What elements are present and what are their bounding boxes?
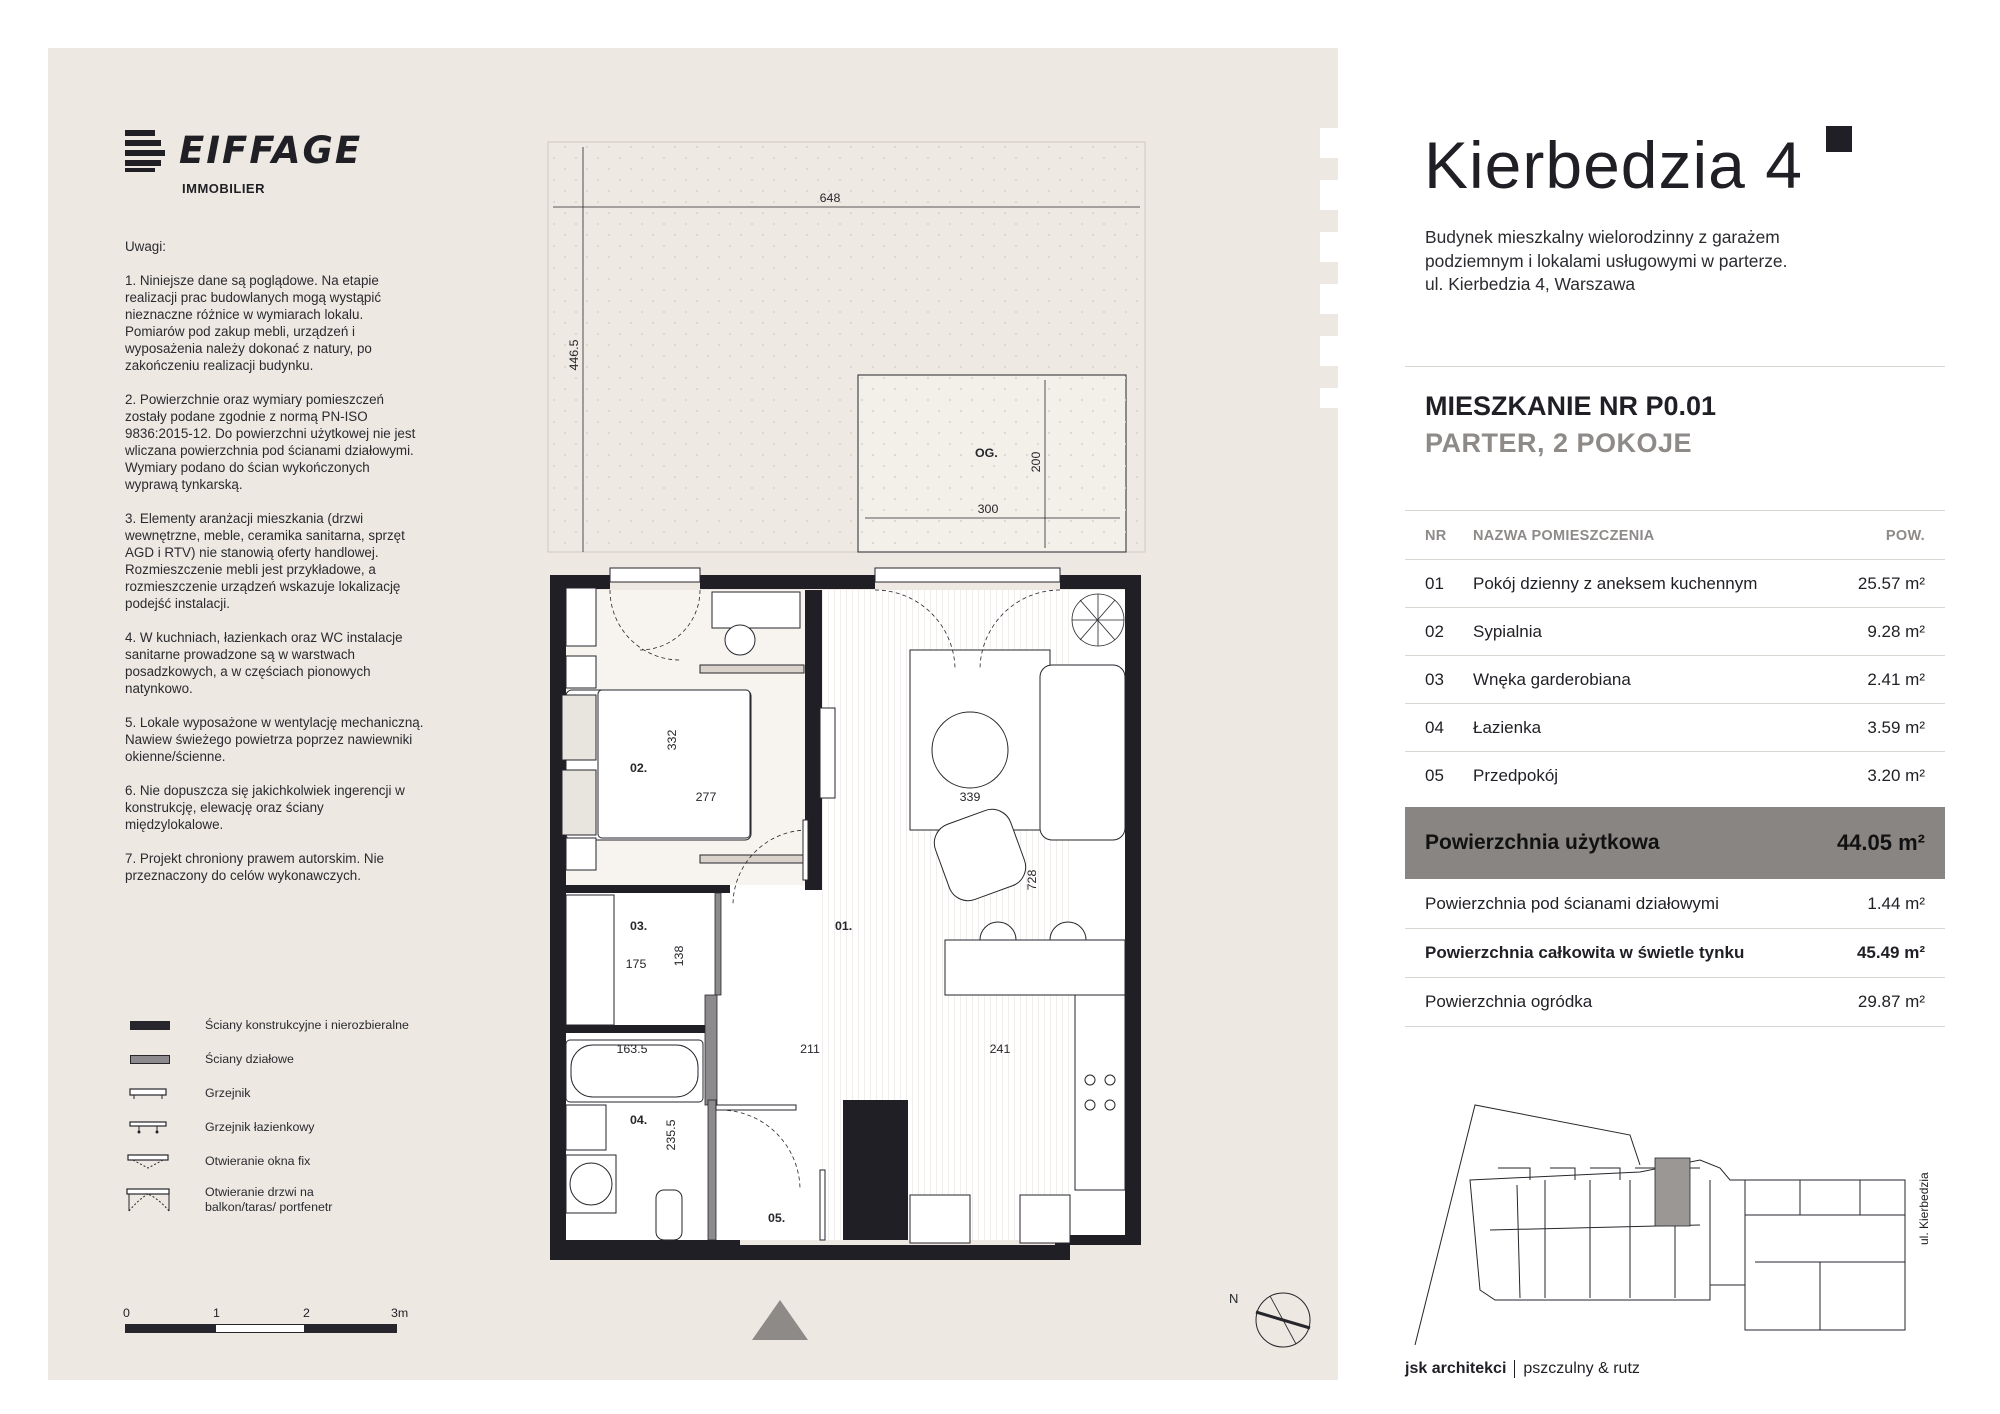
project-description: [1425, 226, 1885, 297]
notes-title: Uwagi:: [125, 239, 166, 254]
legend-label: Ściany działowe: [205, 1051, 294, 1066]
divider: [1405, 510, 1945, 511]
bathroom-radiator-icon: [125, 1117, 205, 1137]
logo-text: EIFFAGE: [179, 128, 363, 172]
table-header: [1405, 512, 1945, 560]
floor-plan: [520, 120, 1240, 1306]
description-line: Budynek mieszkalny wielorodzinny z garażem: [1425, 227, 1780, 247]
scale-segment: [305, 1324, 397, 1333]
header-name: NAZWA POMIESZCZENIA: [1473, 527, 1655, 544]
table-row: [1405, 752, 1945, 800]
extra-area-label: Powierzchnia całkowita w świetle tynku: [1425, 943, 1745, 962]
legend-item: [125, 1110, 409, 1144]
table-row: [1405, 608, 1945, 656]
legend-label: Grzejnik łazienkowy: [205, 1119, 315, 1134]
edge-notch: [1320, 180, 1338, 210]
room-name: Sypialnia: [1473, 621, 1542, 641]
scale-label: 2: [303, 1306, 310, 1320]
room-label-03: 03.: [630, 919, 648, 933]
extra-area-value: 1.44 m²: [1867, 894, 1925, 913]
edge-notch: [1320, 128, 1338, 158]
scale-label: 3m: [391, 1306, 409, 1320]
legend-item: [125, 1144, 409, 1178]
room-name: Łazienka: [1473, 717, 1542, 737]
dim-332: 332: [665, 729, 679, 751]
legend-item: [125, 1042, 409, 1076]
apartment-location-highlight: [1655, 1158, 1690, 1226]
description-line: podziemnym i lokalami usługowymi w parterze.: [1425, 250, 1788, 271]
eiffage-logo-mark-icon: [125, 128, 169, 172]
edge-notch: [1320, 284, 1338, 314]
room-nr: 02: [1425, 621, 1444, 641]
room-label-04: 04.: [630, 1113, 648, 1127]
total-area-value: 44.05 m²: [1836, 830, 1925, 855]
legend-item: [125, 1008, 409, 1042]
radiator-icon: [125, 1083, 205, 1103]
legend-label: Grzejnik: [205, 1085, 251, 1100]
table-row: [1405, 560, 1945, 608]
total-area-label: Powierzchnia użytkowa: [1425, 831, 1660, 854]
room-nr: 05: [1425, 766, 1444, 785]
room-label-01: 01.: [835, 919, 853, 933]
brand-square-icon: [1826, 126, 1852, 152]
separator: [1514, 1360, 1515, 1378]
room-area: 9.28 m²: [1867, 621, 1925, 641]
room-area: 25.57 m²: [1857, 573, 1925, 593]
dim-garden-width: 648: [819, 191, 841, 205]
scale-bar: [123, 1306, 409, 1336]
note-item: 1. Niniejsze dane są poglądowe. Na etapie realizacji prac budowlanych mogą wystąpić nieznaczne różnice w wymiarach lokalu. Pomiarów pod zakup mebli, urządzeń i wyposażenia należy dokonać z natury, po zakończeniu realizacji budynku.: [125, 273, 382, 373]
architect-credit: [1405, 1360, 1640, 1378]
dim-138: 138: [672, 945, 686, 967]
room-name: Pokój dzienny z aneksem kuchennym: [1473, 573, 1758, 593]
logo-subtitle: IMMOBILIER: [182, 181, 265, 196]
edge-notch: [1320, 232, 1338, 262]
dim-235-5: 235.5: [664, 1119, 678, 1151]
architect-name: jsk architekci: [1405, 1360, 1507, 1378]
legend: [125, 1008, 409, 1222]
legend-item: [125, 1178, 409, 1222]
dim-277: 277: [695, 790, 717, 804]
dim-og-depth: 200: [1029, 451, 1043, 473]
room-area: 3.59 m²: [1867, 717, 1925, 737]
note-item: 3. Elementy aranżacji mieszkania (drzwi wewnętrzne, meble, ceramika sanitarna, sprzęt AGD i RTV) nie stanowią oferty handlowej. Rozmieszczenie mebli jest przykładowe, a rozmieszczenie urządzeń wskazuje lokalizację podejść instalacji.: [125, 511, 405, 611]
partition-wall-icon: [125, 1049, 205, 1069]
extra-area-row: [1405, 978, 1945, 1027]
extra-area-label: Powierzchnia ogródka: [1425, 992, 1593, 1011]
divider: [1405, 366, 1945, 367]
architect-name-2: pszczulny & rutz: [1523, 1360, 1640, 1378]
header-area: POW.: [1885, 527, 1925, 544]
legend-label: Otwieranie okna fix: [205, 1153, 311, 1168]
table-row: [1405, 656, 1945, 704]
room-nr: 03: [1425, 669, 1444, 689]
edge-notch: [1320, 336, 1338, 366]
description-line: ul. Kierbedzia 4, Warszawa: [1425, 274, 1636, 294]
total-area-row: [1405, 807, 1945, 879]
site-plan: [1405, 1095, 1945, 1350]
dim-garden-depth: 446.5: [567, 339, 581, 371]
dim-241: 241: [989, 1042, 1011, 1056]
room-nr: 01: [1425, 573, 1444, 593]
room-nr: 04: [1425, 717, 1444, 737]
note-item: 4. W kuchniach, łazienkach oraz WC instalacje sanitarne prowadzone są w warstwach posadzkowych, a w częściach pionowych natynkowo.: [125, 630, 403, 696]
header-nr: NR: [1425, 527, 1447, 544]
extra-area-value: 29.87 m²: [1857, 992, 1925, 1011]
dim-og-width: 300: [977, 502, 999, 516]
room-label-02: 02.: [630, 761, 648, 775]
dim-211: 211: [800, 1042, 820, 1056]
extra-areas: [1405, 880, 1945, 1027]
scale-segment: [125, 1324, 215, 1333]
extra-area-label: Powierzchnia pod ścianami działowymi: [1425, 894, 1719, 913]
room-name: Wnęka garderobiana: [1473, 669, 1631, 689]
window-opening-icon: [125, 1151, 205, 1171]
extra-area-value: 45.49 m²: [1856, 943, 1925, 962]
room-area: 3.20 m²: [1867, 766, 1925, 785]
apartment-title: MIESZKANIE NR P0.01: [1425, 391, 1717, 421]
balcony-door-icon: [125, 1185, 205, 1215]
dim-728: 728: [1025, 869, 1039, 891]
rooms-table: [1405, 512, 1945, 800]
legend-label: Ściany konstrukcyjne i nierozbieralne: [205, 1017, 409, 1032]
extra-area-row: [1405, 929, 1945, 978]
note-item: 2. Powierzchnie oraz wymiary pomieszczeń zostały podane zgodnie z normą PN-ISO 9836:2015-12. Do powierzchni użytkowej nie jest wliczana powierzchnia pod ścianami działowymi. Wymiary podano do ścian wykończonych wyprawą tynkarską.: [125, 392, 416, 492]
scale-label: 0: [123, 1306, 130, 1320]
room-label-og: OG.: [975, 446, 998, 460]
apartment-subtitle: PARTER, 2 POKOJE: [1425, 428, 1693, 458]
compass-label: N: [1229, 1291, 1239, 1306]
extra-area-row: [1405, 880, 1945, 929]
note-item: 6. Nie dopuszcza się jakichkolwiek ingerencji w konstrukcję, elewację oraz ściany międzylokalowe.: [125, 783, 405, 832]
room-area: 2.41 m²: [1867, 669, 1925, 689]
room-name: Przedpokój: [1473, 766, 1559, 785]
street-label: ul. Kierbedzia: [1917, 1172, 1931, 1245]
legend-item: [125, 1076, 409, 1110]
dim-163-5: 163.5: [616, 1042, 648, 1056]
room-label-05: 05.: [768, 1211, 786, 1225]
note-item: 7. Projekt chroniony prawem autorskim. Nie przeznaczony do celów wykonawczych.: [125, 851, 384, 883]
edge-notch: [1320, 388, 1338, 408]
legend-label: Otwieranie drzwi na balkon/taras/ portfenetr: [205, 1185, 333, 1214]
note-item: 5. Lokale wyposażone w wentylację mechaniczną. Nawiew świeżego powietrza poprzez nawiewniki okienne/ścienne.: [125, 715, 424, 764]
project-name: Kierbedzia 4: [1424, 128, 1803, 202]
orientation-arrow-icon: [752, 1300, 808, 1340]
notes: [125, 238, 425, 901]
structural-wall-icon: [125, 1015, 205, 1035]
scale-segment: [215, 1324, 305, 1333]
dim-339: 339: [959, 790, 981, 804]
dim-175: 175: [625, 957, 647, 971]
table-row: [1405, 704, 1945, 752]
scale-label: 1: [213, 1306, 220, 1320]
eiffage-logo: [125, 128, 362, 172]
